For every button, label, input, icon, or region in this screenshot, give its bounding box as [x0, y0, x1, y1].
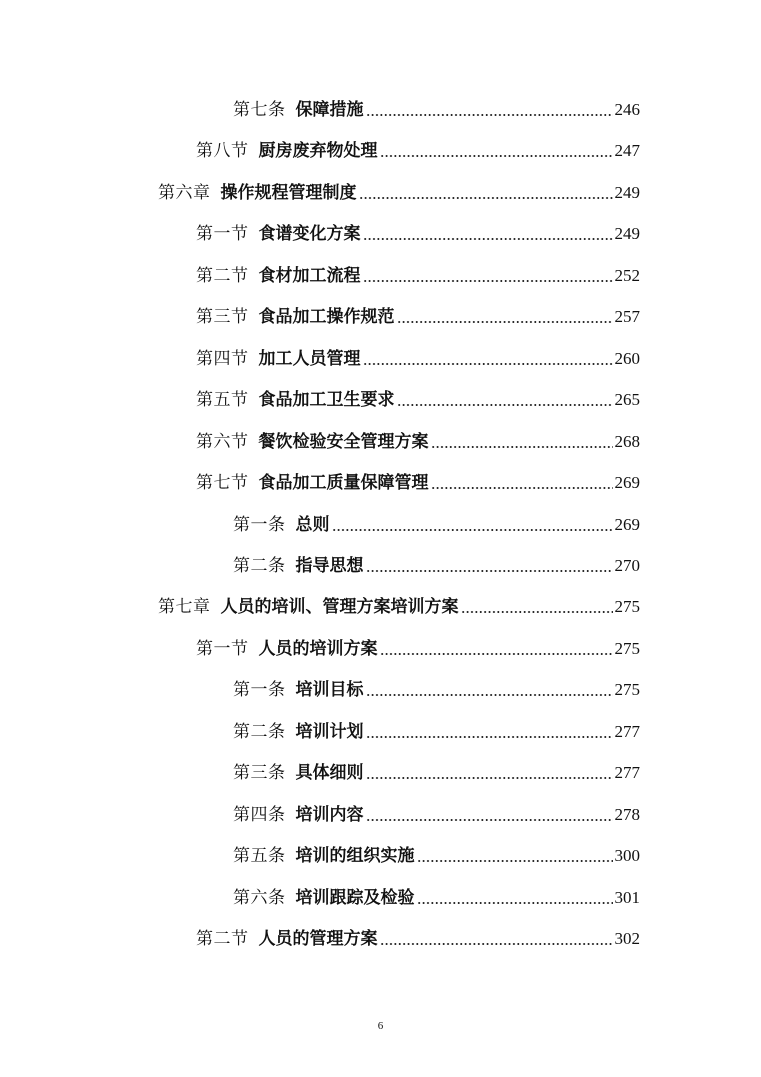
toc-entry-number: 第二条 — [233, 555, 286, 576]
toc-entry-number: 第七章 — [158, 597, 211, 618]
toc-entry — [196, 139, 640, 163]
toc-entry-number: 第五条 — [233, 846, 286, 867]
toc-entry-number: 第二条 — [233, 721, 286, 742]
toc-entry-title: 总则 — [295, 514, 330, 535]
dot-leader — [417, 859, 613, 863]
toc-entry — [233, 803, 640, 827]
toc-entry-title: 培训的组织实施 — [295, 846, 415, 867]
dot-leader — [366, 735, 613, 739]
toc-entry-page: 275 — [614, 638, 640, 658]
toc-entry-number: 第四条 — [233, 804, 286, 825]
toc-entry — [196, 430, 640, 454]
toc-entry-page: 275 — [614, 680, 640, 700]
toc-entry-title: 食品加工操作规范 — [258, 307, 395, 328]
toc-entry — [233, 554, 640, 578]
toc-entry-number: 第二节 — [196, 929, 249, 949]
toc-entry-page: 246 — [614, 100, 640, 119]
toc-entry-page: 249 — [614, 224, 640, 244]
toc-entry-number: 第六节 — [196, 431, 249, 452]
dot-leader — [359, 196, 613, 200]
dot-leader — [332, 528, 613, 532]
toc-entry-page: 275 — [614, 597, 640, 617]
toc-entry — [233, 98, 640, 122]
toc-entry-title: 指导思想 — [295, 555, 364, 576]
toc-entry — [196, 305, 640, 329]
dot-leader — [366, 776, 613, 780]
toc-entry-page: 302 — [614, 929, 640, 948]
toc-entry-number: 第一节 — [196, 224, 249, 245]
dot-leader — [363, 237, 613, 241]
toc-entry-title: 加工人员管理 — [258, 348, 361, 369]
toc-entry — [196, 471, 640, 495]
toc-entry — [196, 222, 640, 246]
toc-entry-number: 第一条 — [233, 514, 286, 535]
toc-entry-title: 厨房废弃物处理 — [258, 141, 378, 162]
toc-entry — [233, 513, 640, 537]
toc-entry — [196, 388, 640, 412]
toc-entry-title: 人员的管理方案 — [258, 929, 378, 949]
toc-entry-number: 第五节 — [196, 390, 249, 411]
toc-entry-number: 第六章 — [158, 182, 211, 203]
dot-leader — [417, 901, 613, 905]
dot-leader — [366, 113, 613, 117]
dot-leader — [431, 445, 613, 449]
toc-entry — [233, 886, 640, 910]
toc-entry — [233, 720, 640, 744]
toc-entry-number: 第六条 — [233, 887, 286, 908]
dot-leader — [363, 279, 613, 283]
toc-entry — [233, 678, 640, 702]
dot-leader — [461, 610, 613, 614]
toc-entry-page: 270 — [614, 555, 640, 575]
toc-entry-page: 277 — [614, 721, 640, 741]
toc-entry-page: 265 — [614, 390, 640, 410]
dot-leader — [397, 403, 613, 407]
toc-entry-number: 第三节 — [196, 307, 249, 328]
toc-entry-page: 301 — [614, 887, 640, 907]
toc-entry-title: 食谱变化方案 — [258, 224, 361, 245]
toc-entry-page: 252 — [614, 265, 640, 285]
toc-entry-title: 食品加工卫生要求 — [258, 390, 395, 411]
toc-entry-title: 保障措施 — [295, 100, 364, 120]
toc-entry-title: 餐饮检验安全管理方案 — [258, 431, 429, 452]
dot-leader — [366, 693, 613, 697]
toc-entry-page: 257 — [614, 307, 640, 327]
toc-entry-title: 食材加工流程 — [258, 265, 361, 286]
dot-leader — [431, 486, 613, 490]
toc-entry-number: 第一条 — [233, 680, 286, 701]
toc-entry-number: 第七条 — [233, 100, 286, 120]
dot-leader — [380, 154, 613, 158]
toc-entry-title: 人员的培训、管理方案培训方案 — [220, 597, 459, 618]
toc-entry-title: 操作规程管理制度 — [220, 182, 357, 203]
toc-entry-number: 第八节 — [196, 141, 249, 162]
toc-entry-page: 278 — [614, 804, 640, 824]
toc-entry — [233, 761, 640, 785]
toc-entry-number: 第一节 — [196, 638, 249, 659]
dot-leader — [397, 320, 613, 324]
toc-entry — [196, 927, 640, 951]
dot-leader — [380, 942, 613, 946]
toc-entry-number: 第三条 — [233, 763, 286, 784]
toc-entry — [233, 844, 640, 868]
toc-entry-title: 培训目标 — [295, 680, 364, 701]
dot-leader — [366, 569, 613, 573]
toc-entry-number: 第七节 — [196, 473, 249, 494]
toc-entry-page: 260 — [614, 348, 640, 368]
toc-entry-page: 269 — [614, 514, 640, 534]
toc-entry-title: 食品加工质量保障管理 — [258, 473, 429, 494]
toc-entry-title: 培训内容 — [295, 804, 364, 825]
toc-entry — [158, 595, 640, 619]
dot-leader — [380, 652, 613, 656]
toc-entry-page: 300 — [614, 846, 640, 866]
toc-entry-page: 247 — [614, 141, 640, 161]
toc-entry-title: 培训跟踪及检验 — [295, 887, 415, 908]
dot-leader — [366, 818, 613, 822]
toc-entry-title: 人员的培训方案 — [258, 638, 378, 659]
toc-entry-page: 249 — [614, 182, 640, 202]
toc-entry-title: 培训计划 — [295, 721, 364, 742]
toc-entry — [196, 264, 640, 288]
footer-page-number: 6 — [377, 1020, 384, 1032]
toc-entry — [196, 347, 640, 371]
toc-entry — [158, 181, 640, 205]
toc-entry-page: 268 — [614, 431, 640, 451]
toc-entry-page: 269 — [614, 473, 640, 493]
toc-entry-title: 具体细则 — [295, 763, 364, 784]
toc-entry-number: 第二节 — [196, 265, 249, 286]
toc-entry-page: 277 — [614, 763, 640, 783]
dot-leader — [363, 362, 613, 366]
toc-entry — [196, 637, 640, 661]
toc-entry-number: 第四节 — [196, 348, 249, 369]
